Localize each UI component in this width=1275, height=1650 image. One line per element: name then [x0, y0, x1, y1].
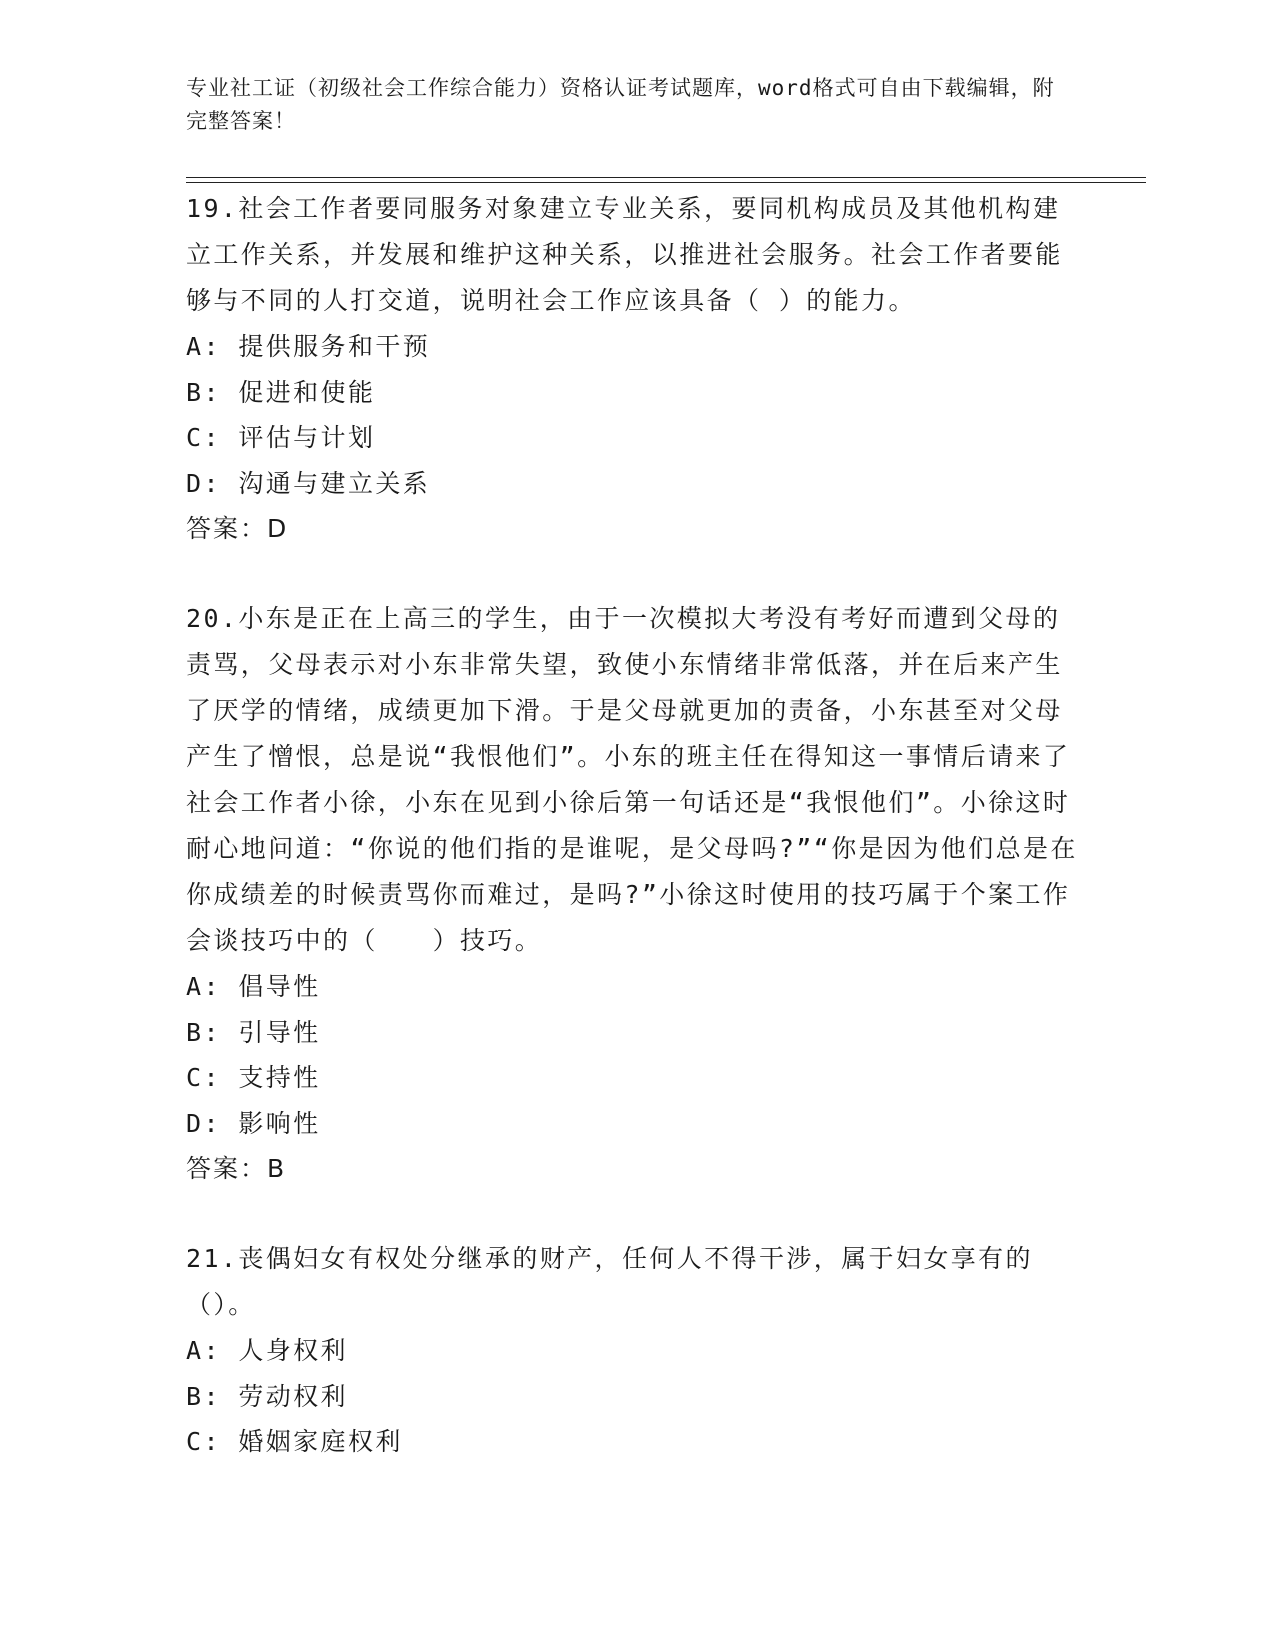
option-c: C: 婚姻家庭权利 — [186, 1427, 403, 1456]
question-19 — [186, 186, 1086, 552]
answer: 答案：B — [186, 1154, 287, 1183]
question-21 — [186, 1236, 1086, 1465]
question-list — [186, 186, 1086, 1465]
header-divider-bottom — [186, 182, 1146, 183]
question-20 — [186, 596, 1086, 1192]
option-b: B: 劳动权利 — [186, 1381, 348, 1411]
option-d: D: 影响性 — [186, 1108, 321, 1138]
option-c: C: 评估与计划 — [186, 423, 376, 452]
option-a: A: 人身权利 — [186, 1336, 348, 1365]
question-spacer — [186, 1192, 1086, 1236]
question-stem: 19.社会工作者要同服务对象建立专业关系，要同机构成员及其他机构建立工作关系，并发展和维护这种关系，以推进社会服务。社会工作者要能够与不同的人打交道，说明社会工作应该具备（ ）的能力。 — [186, 194, 1063, 315]
option-b: B: 引导性 — [186, 1017, 321, 1047]
header-divider-top — [186, 177, 1146, 178]
option-a: A: 提供服务和干预 — [186, 332, 431, 361]
question-spacer — [186, 552, 1086, 596]
answer: 答案：D — [186, 514, 289, 543]
question-stem: 21.丧偶妇女有权处分继承的财产，任何人不得干涉，属于妇女享有的（）。 — [186, 1244, 1033, 1319]
question-stem: 20.小东是正在上高三的学生，由于一次模拟大考没有考好而遭到父母的责骂，父母表示对小东非常失望，致使小东情绪非常低落，并在后来产生了厌学的情绪，成绩更加下滑。于是父母就更加的责备，小东甚至对父母产生了憎恨，总是说“我恨他们”。小东的班主任在得知这一事情后请来了社会工作者小徐，小东在见到小徐后第一句话还是“我恨他们”。小徐这时耐心地问道：“你说的他们指的是谁呢，是父母吗?”“你是因为他们总是在你成绩差的时候责骂你而难过，是吗?”小徐这时使用的技巧属于个案工作会谈技巧中的（ ）技巧。 — [186, 604, 1078, 955]
page-header — [186, 72, 1066, 138]
option-a: A: 倡导性 — [186, 972, 321, 1001]
option-d: D: 沟通与建立关系 — [186, 468, 431, 498]
option-b: B: 促进和使能 — [186, 377, 376, 407]
header-text: 专业社工证（初级社会工作综合能力）资格认证考试题库，word格式可自由下载编辑，附完整答案！ — [186, 76, 1055, 133]
option-c: C: 支持性 — [186, 1063, 321, 1092]
